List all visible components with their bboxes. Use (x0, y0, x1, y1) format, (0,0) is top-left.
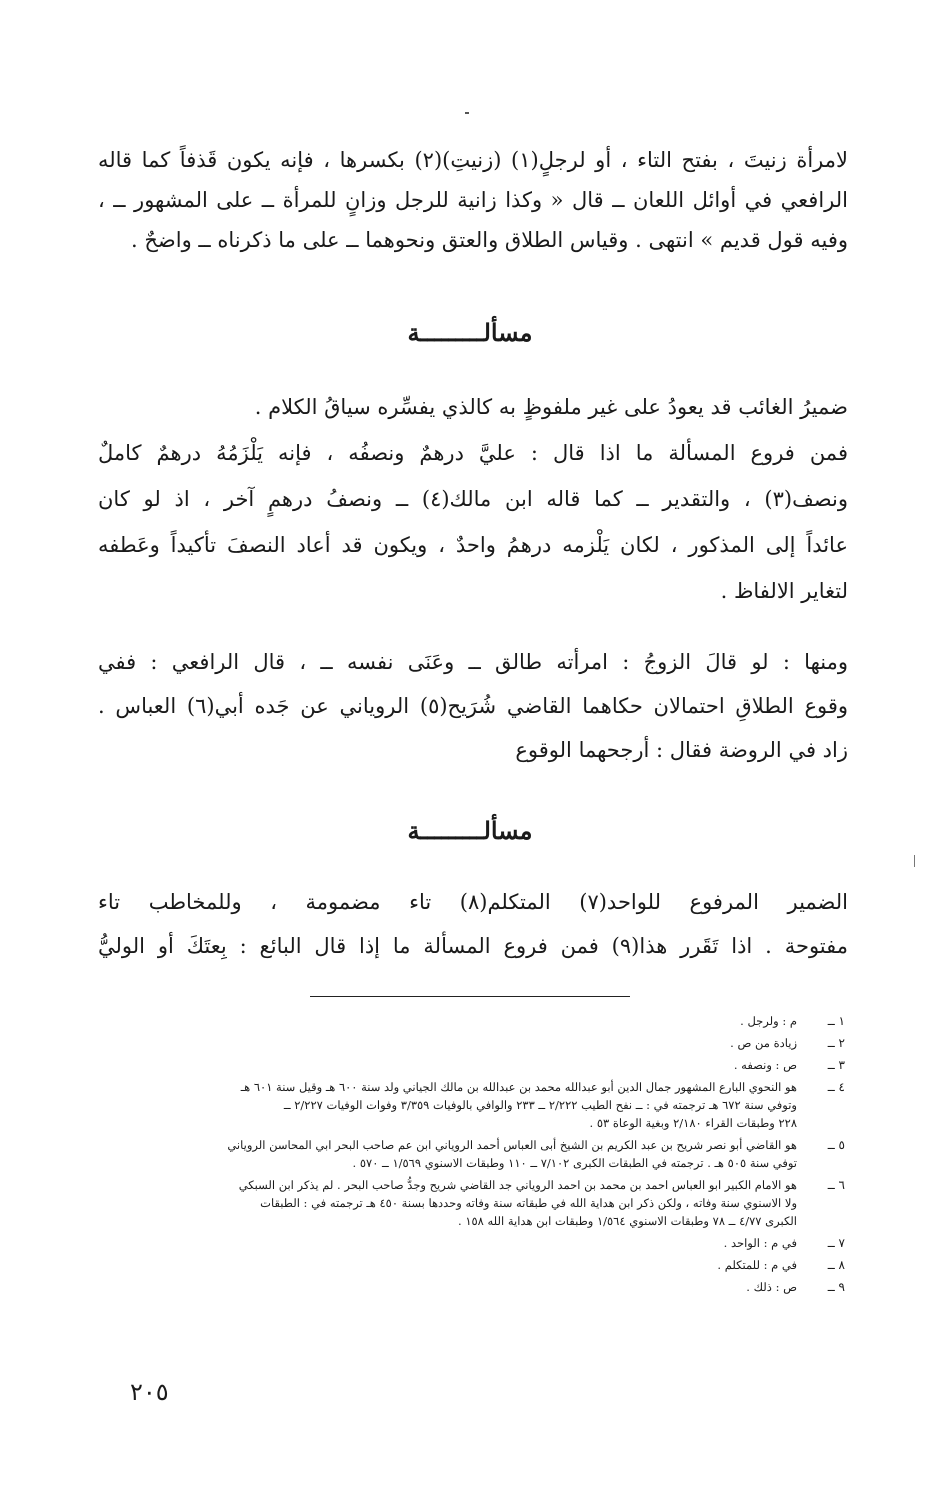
footnote-text: توفي سنة ٥٠٥ هـ . ترجمته في الطبقات الكبرى ٧/١٠٢ ــ ١١٠ وطبقات الاسنوي ١/٥٦٩ ــ ٥٧٠ . (352, 1156, 797, 1170)
footnote-number: ٨ ــ (827, 1258, 845, 1272)
footnote (85, 1234, 845, 1252)
text-line: ومنها : لو قالَ الزوجُ : امرأته طالق ــ وعَنَى نفسه ــ ، قال الرافعي : ففي (98, 650, 848, 674)
section-heading: مسألـــــــــة (407, 816, 533, 845)
text-line: عائداً إلى المذكور ، لكان يَلْزمه درهمُ واحدٌ ، ويكون قد أعاد النصفَ تأكيداً وعَطفه (98, 533, 848, 557)
text-line: الضمير المرفوع للواحد(٧) المتكلم(٨) تاء مضمومة ، وللمخاطب تاء (98, 890, 849, 914)
footnote (85, 1012, 845, 1030)
footnote-text: ٢٢٨ وطبقات القراء ٢/١٨٠ وبغية الوعاة ٥٣ . (589, 1116, 797, 1130)
footnote-text: زيادة من ص . (730, 1036, 797, 1050)
text-line: مفتوحة . اذا تَقَرر هذا(٩) فمن فروع المسألة ما إذا قال البائع : بِعتَكَ أو الوليُّ (98, 934, 848, 958)
footnote-number: ٢ ــ (827, 1036, 845, 1050)
body-paragraph (98, 880, 848, 968)
footnote (85, 1056, 845, 1074)
text-line: لتغاير الالفاظ . (720, 579, 848, 603)
footnote-text: الكبرى ٤/٧٧ ــ ٧٨ وطبقات الاسنوي ١/٥٦٤ وطبقات ابن هداية الله ١٥٨ . (458, 1214, 797, 1228)
footnote-text: ص : ذلك . (746, 1280, 797, 1294)
footnote-text: وتوفي سنة ٦٧٢ هـ ترجمته في : ــ نفح الطيب ٢/٢٢٢ ــ ٢٣٣ والوافي بالوفيات ٣/٣٥٩ وفوات الوفيات ٢/٢٢٧ ــ (283, 1098, 797, 1112)
footnotes (85, 1012, 845, 1300)
text-line: زاد في الروضة فقال : أرجحهما الوقوع (515, 738, 848, 762)
margin-speck (914, 855, 915, 867)
footnote-number: ٩ ــ (827, 1280, 845, 1294)
section-heading: مسألـــــــــة (407, 318, 533, 347)
footnote-number: ٣ ــ (827, 1058, 845, 1072)
footnote-text: هو القاضي أبو نصر شريح بن عبد الكريم بن الشيخ أبى العباس أحمد الروياني ابن عم صاحب البحر ابي المحاسن الروياني (227, 1138, 797, 1152)
text-line: لامرأة زنيتَ ، بفتح التاء ، أو لرجلٍ(١) (زنيتِ)(٢) بكسرها ، فإنه يكون قَذفاً كما قاله (98, 148, 848, 172)
footnote-rule (310, 996, 630, 997)
footnote-number: ٤ ــ (827, 1080, 845, 1094)
footnote (85, 1136, 845, 1172)
body-paragraph (98, 384, 848, 614)
page-number: ٢٠٥ (130, 1378, 169, 1406)
footnote-text: ص : ونصفه . (733, 1058, 797, 1072)
footnote-number: ٧ ــ (827, 1236, 845, 1250)
footnote-text: هو الامام الكبير ابو العباس احمد بن محمد بن احمد الروياني جد القاضي شريح وجدُّ صاحب البحر . لم يذكر ابن السبكي (238, 1178, 797, 1192)
footnote-number: ٦ ــ (827, 1178, 845, 1192)
text-line: وفيه قول قديم » انتهى . وقياس الطلاق والعتق ونحوهما ــ على ما ذكرناه ــ واضحٌ . (131, 228, 848, 252)
text-line: فمن فروع المسألة ما اذا قال : عليَّ درهمٌ ونصفُه ، فإنه يَلْزَمُهُ درهمٌ كاملٌ (98, 441, 848, 465)
footnote (85, 1078, 845, 1132)
footnote (85, 1176, 845, 1230)
footnote (85, 1256, 845, 1274)
footnote-number: ٥ ــ (827, 1138, 845, 1152)
footnote-text: ولا الاسنوي سنة وفاته ، ولكن ذكر ابن هداية الله في طبقاته سنة وفاته وحددها بسنة ٤٥٠ هـ ترجمته في : الطبقات (260, 1196, 797, 1210)
footnote-text: هو النحوي البارع المشهور جمال الدين أبو عبدالله محمد بن عبدالله بن مالك الجياني ولد سنة ٦٠٠ هـ وقيل سنة ٦٠١ هـ (240, 1080, 797, 1094)
text-line: الرافعي في أوائل اللعان ــ قال « وكذا زانية للرجل وزانٍ للمرأة ــ على المشهور ــ ، (98, 188, 848, 212)
body-paragraph (98, 640, 848, 772)
footnote-number: ١ ــ (827, 1014, 845, 1028)
footnote-text: في م : للمتكلم . (717, 1258, 797, 1272)
footnote (85, 1034, 845, 1052)
footnote-text: في م : الواحد . (723, 1236, 797, 1250)
top-speck (465, 112, 469, 114)
text-line: وقوع الطلاقِ احتمالان حكاهما القاضي شُرَيح(٥) الروياني عن جَده أبي(٦) العباس . (98, 694, 848, 718)
footnote-text: م : ولرجل . (740, 1014, 797, 1028)
intro-paragraph (98, 140, 848, 260)
text-line: ضميرُ الغائب قد يعودُ على غير ملفوظٍ به كالذي يفسِّره سياقُ الكلام . (254, 395, 848, 419)
text-line: ونصف(٣) ، والتقدير ــ كما قاله ابن مالك(٤) ــ ونصفُ درهمٍ آخر ، اذ لو كان (98, 487, 849, 511)
footnote (85, 1278, 845, 1296)
